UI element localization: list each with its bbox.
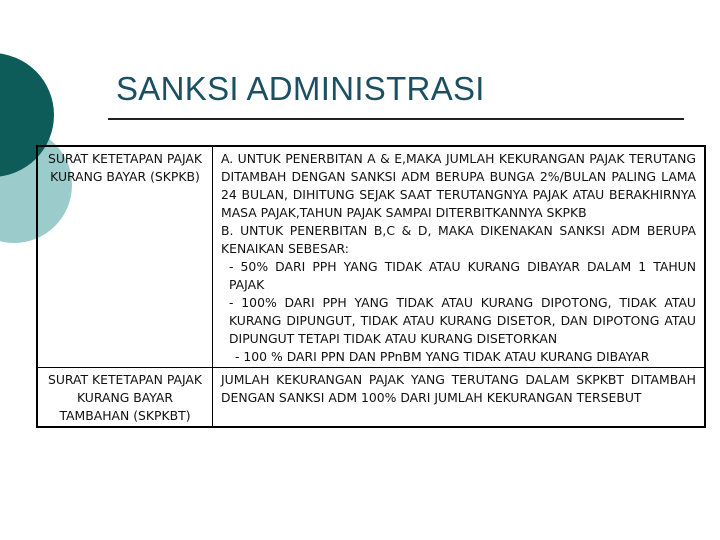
- row-label-skpkb: SURAT KETETAPAN PAJAK KURANG BAYAR (SKPKB): [37, 146, 213, 368]
- row-content-skpkbt: [213, 368, 706, 428]
- title-underline: [108, 118, 684, 120]
- bullet-50-percent: - 50% DARI PPH YANG TIDAK ATAU KURANG DIBAYAR DALAM 1 TAHUN PAJAK: [229, 259, 696, 292]
- row-label-skpkbt: SURAT KETETAPAN PAJAK KURANG BAYAR TAMBAHAN (SKPKBT): [37, 368, 213, 428]
- page-title: SANKSI ADMINISTRASI: [116, 70, 485, 107]
- bullet-100-percent-ppn: - 100 % DARI PPN DAN PPnBM YANG TIDAK ATAU KURANG DIBAYAR: [235, 349, 650, 364]
- bullet-100-percent-pph: - 100% DARI PPH YANG TIDAK ATAU KURANG DIPOTONG, TIDAK ATAU KURANG DIPUNGUT, TIDAK ATAU KURANG DISETOR, DAN DIPOTONG ATAU DIPUNGUT TETAPI TIDAK ATAU KURANG DISETORKAN: [229, 295, 696, 346]
- sanction-table: [36, 145, 706, 428]
- paragraph-b: B. UNTUK PENERBITAN B,C & D, MAKA DIKENAKAN SANKSI ADM BERUPA KENAIKAN SEBESAR:: [221, 223, 696, 256]
- row-content-skpkb: [213, 146, 706, 368]
- table-row: [37, 368, 705, 428]
- table-row: [37, 146, 705, 368]
- paragraph-a: A. UNTUK PENERBITAN A & E,MAKA JUMLAH KEKURANGAN PAJAK TERUTANG DITAMBAH DENGAN SANKSI ADM BERUPA BUNGA 2%/BULAN PALING LAMA 24 BULAN, DIHITUNG SEJAK SAAT TERUTANGNYA PAJAK ATAU BERAKHIRNYA MASA PAJAK,TAHUN PAJAK SAMPAI DITERBITKANNYA SKPKB: [221, 151, 696, 220]
- paragraph-skpkbt: JUMLAH KEKURANGAN PAJAK YANG TERUTANG DALAM SKPKBT DITAMBAH DENGAN SANKSI ADM 100% DARI JUMLAH KEKURANGAN TERSEBUT: [221, 372, 696, 405]
